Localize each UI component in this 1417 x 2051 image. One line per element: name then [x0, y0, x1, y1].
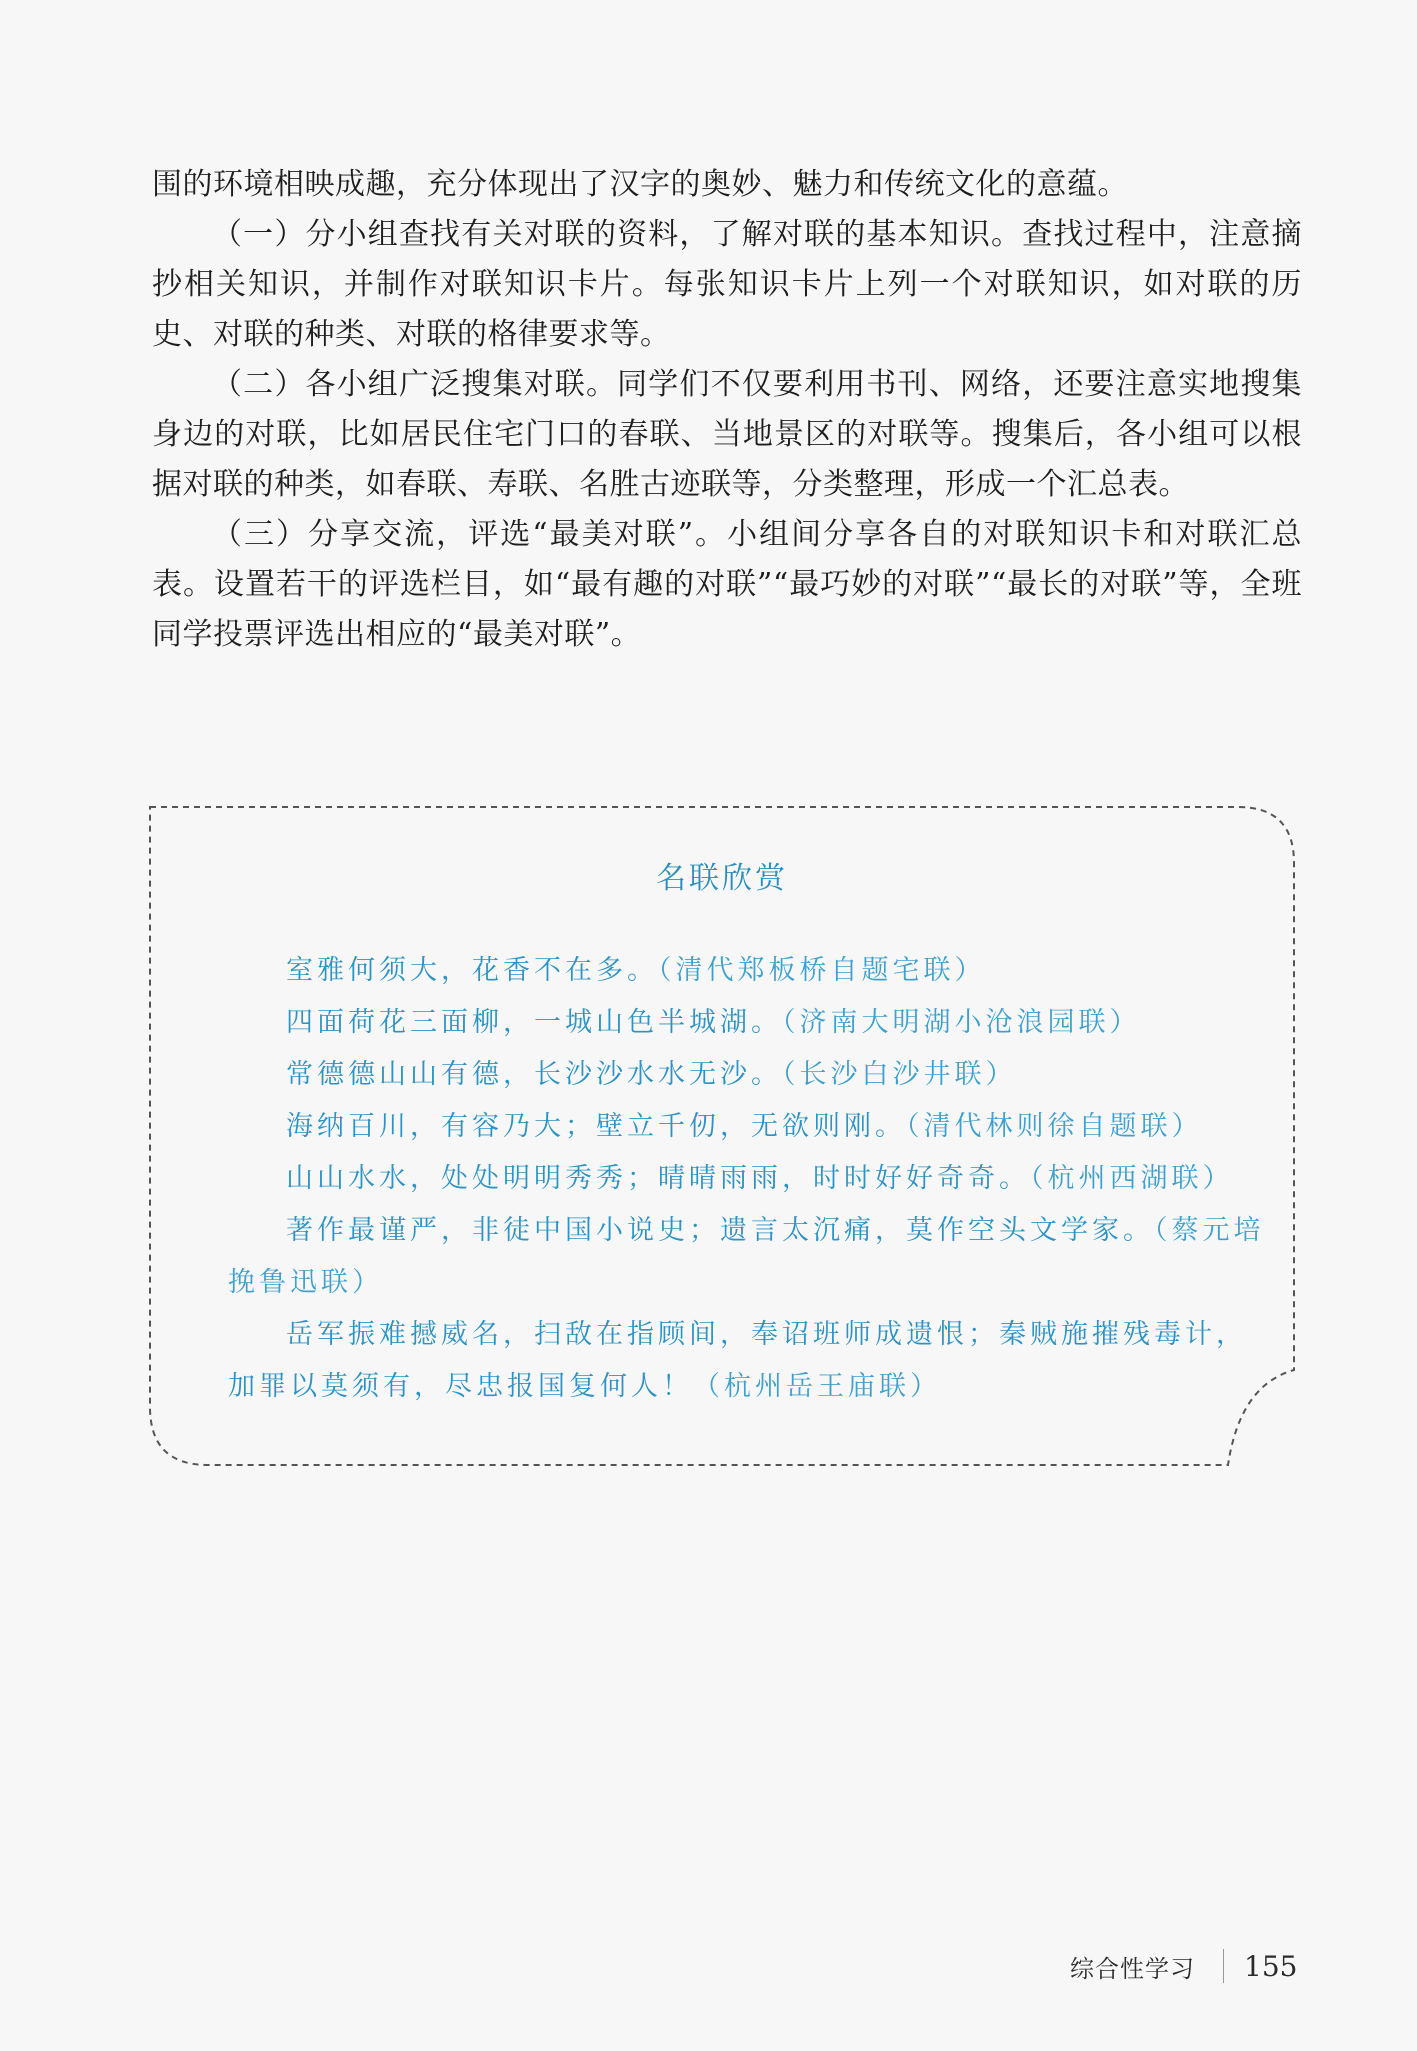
couplet-item	[228, 1309, 1268, 1413]
couplet-source: （长沙白沙井联）	[782, 1059, 1017, 1090]
paragraph-step-3: （三）分享交流，评选“最美对联”。小组间分享各自的对联知识卡和对联汇总表。设置若干的评选栏目，如“最有趣的对联”“最巧妙的对联”“最长的对联”等，全班同学投票评选出相应的“最美对联”。	[152, 517, 1302, 652]
couplet-source: （杭州岳王庙联）	[693, 1371, 941, 1402]
page-number: 155	[1244, 1949, 1298, 1983]
couplet-text: 常德德山山有德，长沙沙水水无沙。	[286, 1059, 782, 1090]
section-name: 综合性学习	[1070, 1954, 1195, 1983]
couplet-text: 山山水水，处处明明秀秀；晴晴雨雨，时时好好奇奇。	[286, 1163, 1030, 1194]
couplet-item	[228, 997, 1268, 1049]
couplet-item	[228, 1101, 1268, 1153]
footer-divider	[1223, 1949, 1224, 1983]
couplet-item	[228, 945, 1268, 997]
couplet-item	[228, 1049, 1268, 1101]
box-title: 名联欣赏	[656, 861, 788, 896]
couplet-source: （济南大明湖小沧浪园联）	[782, 1007, 1141, 1038]
couplet-text: 著作最谨严，非徒中国小说史；遗言太沉痛，莫作空头文学家。	[286, 1215, 1154, 1246]
couplet-text: 四面荷花三面柳，一城山色半城湖。	[286, 1007, 782, 1038]
paragraph-continuation: 围的环境相映成趣，充分体现出了汉字的奥妙、魅力和传统文化的意蕴。	[152, 167, 1128, 202]
couplet-text: 岳军振难撼威名，扫敌在指顾间，奉诏班师成遗恨；秦贼施摧残毒计，加罪以莫须有，尽忠报国复何人！	[228, 1319, 1247, 1402]
couplet-text: 海纳百川，有容乃大；壁立千仞，无欲则刚。	[286, 1111, 906, 1142]
couplet-source: （清代郑板桥自题宅联）	[658, 955, 986, 986]
couplet-source: （杭州西湖联）	[1030, 1163, 1234, 1194]
couplet-text: 室雅何须大，花香不在多。	[286, 955, 658, 986]
main-text	[152, 160, 1302, 660]
couplet-item	[228, 1153, 1268, 1205]
couplet-item	[228, 1205, 1268, 1309]
couplet-source: （蔡元培挽鲁迅联）	[228, 1215, 1265, 1298]
paragraph-step-2: （二）各小组广泛搜集对联。同学们不仅要利用书刊、网络，还要注意实地搜集身边的对联，比如居民住宅门口的春联、当地景区的对联等。搜集后，各小组可以根据对联的种类，如春联、寿联、名胜古迹联等，分类整理，形成一个汇总表。	[152, 367, 1302, 502]
couplet-list	[228, 945, 1268, 1413]
famous-couplets-box	[148, 805, 1296, 1468]
page-footer	[1070, 1946, 1297, 1986]
paragraph-step-1: （一）分小组查找有关对联的资料，了解对联的基本知识。查找过程中，注意摘抄相关知识，并制作对联知识卡片。每张知识卡片上列一个对联知识，如对联的历史、对联的种类、对联的格律要求等。	[152, 217, 1302, 352]
couplet-source: （清代林则徐自题联）	[906, 1111, 1203, 1142]
